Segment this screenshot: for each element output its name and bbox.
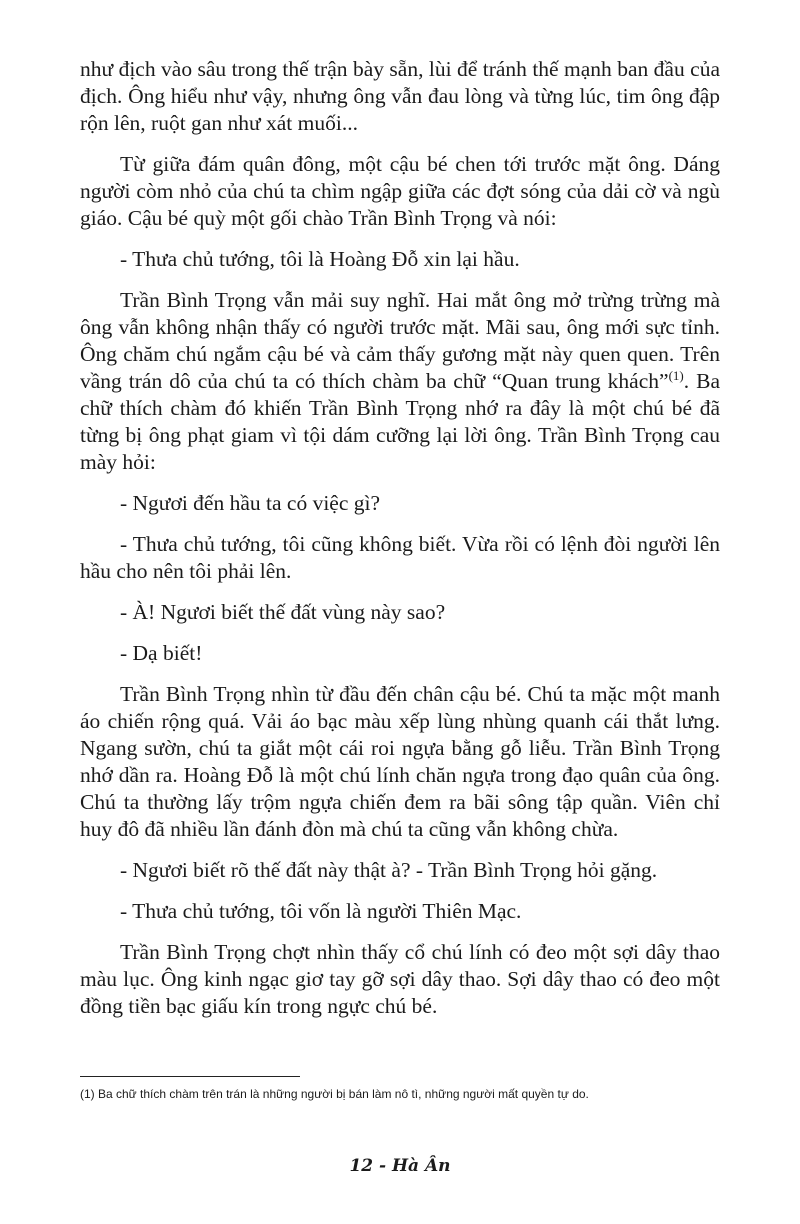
- paragraph-7: - À! Ngươi biết thế đất vùng này sao?: [120, 600, 446, 624]
- footnote-divider: [80, 1076, 300, 1077]
- paragraph-4-text-b: . Ba chữ thích chàm đó khiến Trần Bình Trọng nhớ ra đây là một chú bé đã từng bị ông phạt giam vì tội dám cưỡng lại lời ông. Trần Bình Trọng cau mày hỏi:: [80, 369, 720, 474]
- paragraph-4: [80, 287, 720, 476]
- paragraph-11: - Thưa chủ tướng, tôi vốn là người Thiên Mạc.: [120, 899, 522, 923]
- paragraph-8: - Dạ biết!: [120, 641, 203, 665]
- footnote-text: (1) Ba chữ thích chàm trên trán là những người bị bán làm nô tì, những người mất quyền tự do.: [80, 1087, 589, 1101]
- paragraph-12: Trần Bình Trọng chợt nhìn thấy cổ chú lính có đeo một sợi dây thao màu lục. Ông kinh ngạc giơ tay gỡ sợi dây thao. Sợi dây thao có đeo một đồng tiền bạc giấu kín trong ngực chú bé.: [80, 940, 720, 1018]
- paragraph-6: - Thưa chủ tướng, tôi cũng không biết. Vừa rồi có lệnh đòi người lên hầu cho nên tôi phải lên.: [80, 532, 720, 583]
- paragraph-4-text-a: Trần Bình Trọng vẫn mải suy nghĩ. Hai mắt ông mở trừng trừng mà ông vẫn không nhận thấy có người trước mặt. Mãi sau, ông mới sực tỉnh. Ông chăm chú ngắm cậu bé và cảm thấy gương mặt này quen quen. Trên vầng trán dô của chú ta có thích chàm ba chữ “Quan trung khách”: [80, 288, 720, 393]
- paragraph-5: - Ngươi đến hầu ta có việc gì?: [120, 491, 381, 515]
- paragraph-1: như địch vào sâu trong thế trận bày sẵn, lùi để tránh thế mạnh ban đầu của địch. Ông hiểu như vậy, nhưng ông vẫn đau lòng và từng lúc, tim ông đập rộn lên, ruột gan như xát muối...: [80, 57, 720, 135]
- page-body: [80, 56, 720, 1034]
- paragraph-9: Trần Bình Trọng nhìn từ đầu đến chân cậu bé. Chú ta mặc một manh áo chiến rộng quá. Vải áo bạc màu xếp lùng nhùng quanh cái thắt lưng. Ngang sườn, chú ta giắt một cái roi ngựa bằng gỗ liễu. Trần Bình Trọng nhớ dần ra. Hoàng Đỗ là một chú lính chăn ngựa trong đạo quân của ông. Chú ta thường lấy trộm ngựa chiến đem ra bãi sông tập quần. Viên chỉ huy đô đã nhiều lần đánh đòn mà chú ta cũng vẫn không chừa.: [80, 682, 720, 841]
- paragraph-10: - Ngươi biết rõ thế đất này thật à? - Trần Bình Trọng hỏi gặng.: [120, 858, 658, 882]
- paragraph-2: Từ giữa đám quân đông, một cậu bé chen tới trước mặt ông. Dáng người còm nhỏ của chú ta chìm ngập giữa các đợt sóng của dải cờ và ngù giáo. Cậu bé quỳ một gối chào Trần Bình Trọng và nói:: [80, 152, 720, 230]
- paragraph-3: - Thưa chủ tướng, tôi là Hoàng Đỗ xin lại hầu.: [120, 247, 520, 271]
- page-number-footer: 12 - Hà Ân: [349, 1156, 451, 1176]
- footnote-reference: (1): [668, 367, 684, 383]
